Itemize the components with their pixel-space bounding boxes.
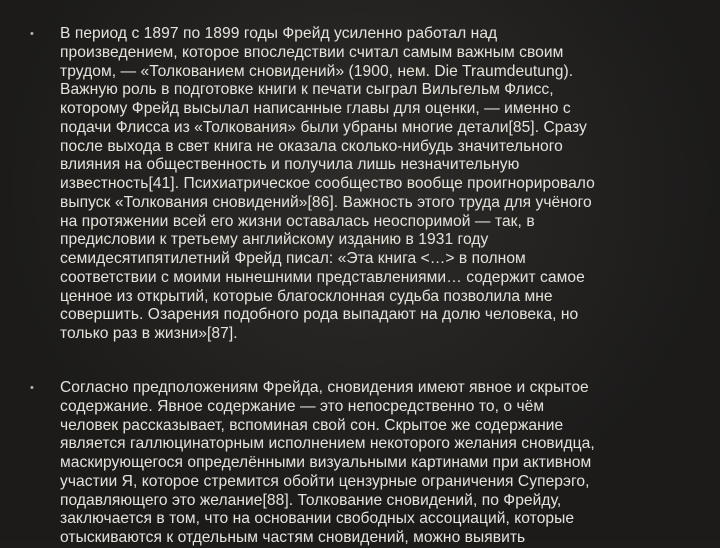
bullet-paragraph: В период с 1897 по 1899 годы Фрейд усиленно работал над произведением, которое впоследствии считал самым важным своим трудом, — «Толкованием сновидений» (1900, нем. Die Traumdeutung). Важную роль в подготовке книги к печати сыграл Вильгельм Флисс, которому Фрейд высылал написанные главы для оценки, — именно с подачи Флисса из «Толкования» были убраны многие детали[85]. Сразу после выхода в свет книга не оказала сколько-нибудь значительного влияния на общественность и получила лишь незначительную известность[41]. Психиатрическое сообщество вообще проигнорировало выпуск «Толкования сновидений»[86]. Важность этого труда для учёного на протяжении всей его жизни оставалась неоспоримой — так, в предисловии к третьему английскому изданию в 1931 году семидесятипятилетний Фрейд писал: «Эта книга <…> в полном соответствии с моими нынешними представлениями… содержит самое ценное из открытий, которые благосклонная судьба позволила мне совершить. Озарения подобного рода выпадают на долю человека, но только раз в жизни»[87].	[60, 25, 595, 342]
bullet-marker: •	[30, 382, 34, 394]
bullet-marker: •	[30, 28, 34, 40]
bullet-paragraph: Согласно предположениям Фрейда, сновидения имеют явное и скрытое содержание. Явное содержание — это непосредственно то, о чём человек рассказывает, вспоминая свой сон. Скрытое же содержание является галлюцинаторным исполнением некоторого желания сновидца, маскирующегося определёнными визуальными картинами при активном участии Я, которое стремится обойти цензурные ограничения Суперэго, подавляющего это желание[88]. Толкование сновидений, по Фрейду, заключается в том, что на основании свободных ассоциаций, которые отыскиваются к отдельным частям сновидений, можно выявить	[60, 379, 595, 546]
bullet-item-interpretation-of-dreams	[30, 25, 670, 344]
bullet-item-dream-content	[30, 379, 670, 548]
